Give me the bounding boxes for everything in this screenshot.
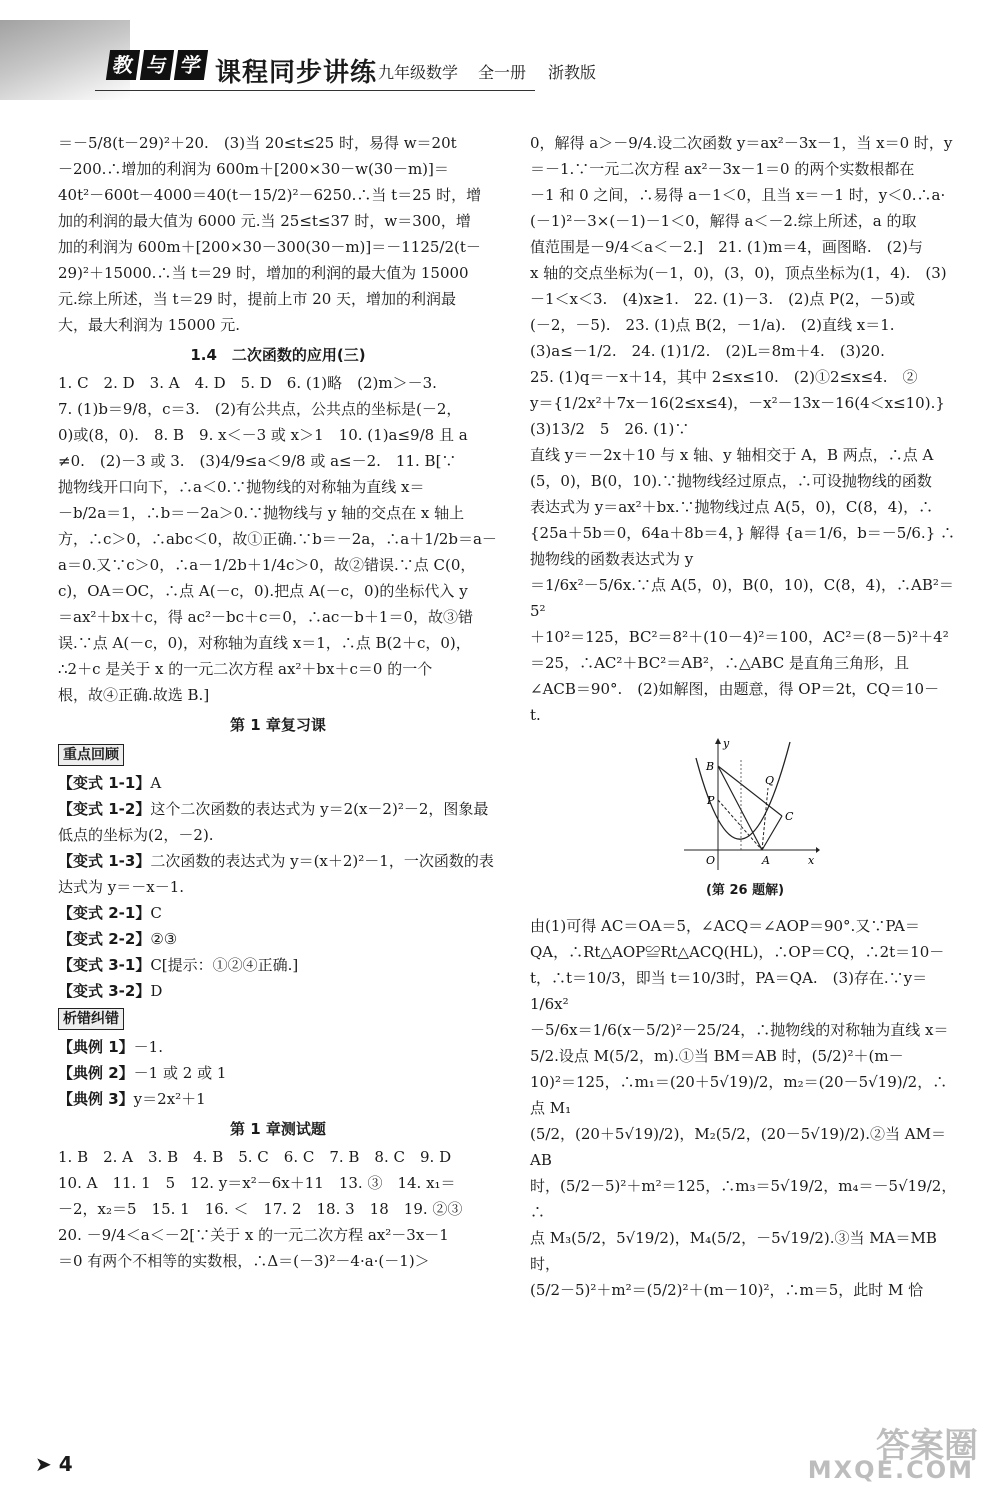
text-line: 值范围是－9/4＜a＜－2.] 21. (1)m＝4，画图略. (2)与 [530,238,923,256]
example-label: 【典例 2】 [58,1064,134,1082]
example-label: 【典例 3】 [58,1090,134,1108]
answer-block-1-4 [58,370,498,708]
text-line: ＋10²＝125，BC²＝8²＋(10－4)²＝100，AC²＝(8－5)²＋4² [530,628,949,646]
text-line: (5/2，(20＋5√19)/2)，M₂(5/2，(20－5√19)/2).②当 AM＝AB [530,1125,946,1169]
variant-item [58,926,498,952]
text-line: y＝{1/2x²＋7x－16(2≤x≤4)，－x²－13x－16(4＜x≤10).} (3)13/2 5 26. (1)∵ [530,394,960,438]
text-line: c)，OA＝OC，∴点 A(－c，0).把点 A(－c，0)的坐标代入 y [58,582,468,600]
right-column [530,130,960,1303]
watermark-url: MXQE.COM [807,1456,974,1484]
variant-label: 【变式 3-1】 [58,956,151,974]
variant-answer: D [150,982,163,1000]
text-line: 点 M₃(5/2，5√19/2)，M₄(5/2，－5√19/2).③当 MA＝MB 时， [530,1229,937,1273]
example-answer: －1. [133,1038,163,1056]
text-line: QA，∴Rt△AOP≌Rt△ACQ(HL)，∴OP＝CQ，∴2t＝10－ [530,943,945,961]
answer-block-right-top [530,130,960,728]
text-line: 10. A 11. 1 5 12. y＝x²－6x＋11 13. ③ 14. x₁＝ [58,1174,456,1192]
text-line: 根，故④正确.故选 B.] [58,686,210,704]
text-line: ≠0. (2)－3 或 3. (3)4/9≤a＜9/8 或 a≤－2. 11. B[∵ [58,452,457,470]
text-line: ＝－5/8(t－29)²＋20. (3)当 20≤t≤25 时，易得 w＝20t [58,134,457,152]
brand-logo [108,50,206,80]
text-line: x 轴的交点坐标为(－1，0)，(3，0)，顶点坐标为(1，4). (3) [530,264,947,282]
x-axis-arrow [816,847,820,853]
text-line: 由(1)可得 AC＝OA＝5，∠ACQ＝∠AOP＝90°.又∵PA＝ [530,917,920,935]
variant-answer: 二次函数的表达式为 y＝(x＋2)²－1，一次函数的表达式为 y＝－x－1. [58,852,494,896]
series-title: 课程同步讲练 [215,58,378,88]
parabola-diagram [680,738,820,873]
text-line: 抛物线开口向下，∴a＜0.∵抛物线的对称轴为直线 x＝ [58,478,425,496]
text-line: ＝－1.∵一元二次方程 ax²－3x－1＝0 的两个实数根都在 [530,160,915,178]
label-b: B [706,760,715,773]
watermark-logo: 答案圈 [876,1426,978,1466]
variant-answer: C[提示：①②④正确.] [150,956,299,974]
example-item [58,1060,498,1086]
text-line: 29)²＋15000.∴当 t＝29 时，增加的利润的最大值为 15000 [58,264,469,282]
header-rule [95,90,535,91]
label-c: C [785,810,794,823]
line-ca [762,816,782,850]
logo-char-1: 教 [106,50,140,80]
example-item [58,1086,498,1112]
text-line: (3)a≤－1/2. 24. (1)1/2. (2)L＝8m＋4. (3)20. [530,342,885,360]
variant-item [58,952,498,978]
grade-label: 九年级数学 [378,63,459,82]
page-header [0,0,1000,100]
text-line: 方，∴c＞0，∴abc＜0，故①正确.∵b＝－2a，∴a＋1/2b＝a－ [58,530,497,548]
variant-item [58,978,498,1004]
text-line: 直线 y＝－2x＋10 与 x 轴、y 轴相交于 A，B 两点，∴点 A [530,446,934,464]
example-item [58,1034,498,1060]
text-line: 表达式为 y＝ax²＋bx.∵抛物线过点 A(5，0)，C(8，4)，∴ [530,498,934,516]
y-axis-arrow [715,738,721,744]
label-x: x [808,854,815,867]
answer-block-top [58,130,498,338]
text-line: －1 和 0 之间，∴易得 a－1＜0，且当 x＝－1 时，y＜0.∴a· [530,186,946,204]
tag-error-correction: 析错纠错 [58,1008,124,1030]
text-line: －200.∴增加的利润为 600m＋[200×30－w(30－m)]＝ [58,160,449,178]
text-line: 5/2.设点 M(5/2，m).①当 BM＝AB 时，(5/2)²＋(m－ [530,1047,904,1065]
variant-label: 【变式 3-2】 [58,982,151,1000]
text-line: －1＜x＜3. (4)x≥1. 22. (1)－3. (2)点 P(2，－5)或 [530,290,915,308]
variant-label: 【变式 2-1】 [58,904,151,922]
variant-answer: 这个二次函数的表达式为 y＝2(x－2)²－2，图象最低点的坐标为(2，－2). [58,800,489,844]
edition-label: 浙教版 [548,63,597,82]
variant-label: 【变式 1-1】 [58,774,151,792]
text-line: －2，x₂＝5 15. 1 16. ＜ 17. 2 18. 3 18 19. ②③ [58,1200,463,1218]
text-line: ＝0 有两个不相等的实数根，∴Δ＝(－3)²－4·a·(－1)＞ [58,1252,430,1270]
variant-item [58,796,498,848]
left-column [58,130,498,1274]
text-line: 加的利润为 600m＋[200×30－300(30－m)]＝－1125/2(t－ [58,238,481,256]
text-line: (－1)²－3×(－1)－1＜0，解得 a＜－2.综上所述，a 的取 [530,212,917,230]
variant-item [58,848,498,900]
variant-answer: C [150,904,162,922]
figure-26 [530,738,960,913]
text-line: 误.∵点 A(－c，0)，对称轴为直线 x＝1，∴点 B(2＋c，0)， [58,634,471,652]
variant-label: 【变式 1-3】 [58,852,151,870]
answer-block-right-bottom [530,913,960,1303]
label-o: O [706,854,716,867]
text-line: 元.综上所述，当 t＝29 时，提前上市 20 天，增加的利润最 [58,290,457,308]
section-title-review: 第 1 章复习课 [230,716,326,734]
page-number: ➤ 4 [35,1452,73,1476]
text-line: 1. B 2. A 3. B 4. B 5. C 6. C 7. B 8. C 9. D [58,1148,452,1166]
text-line: 1. C 2. D 3. A 4. D 5. D 6. (1)略 (2)m＞－3. [58,374,437,392]
variant-list [58,770,498,1004]
example-answer: y＝2x²＋1 [133,1090,206,1108]
text-line: 20. －9/4＜a＜－2[∵关于 x 的一元二次方程 ax²－3x－1 [58,1226,449,1244]
example-list [58,1034,498,1112]
text-line: ＝25，∴AC²＋BC²＝AB²，∴△ABC 是直角三角形，且 [530,654,909,672]
variant-answer: A [150,774,162,792]
label-y: y [723,738,730,750]
tag-key-review: 重点回顾 [58,744,124,766]
text-line: 7. (1)b＝9/8，c＝3. (2)有公共点，公共点的坐标是(－2， [58,400,462,418]
text-line: a＝0.又∵c＞0，∴a－1/2b＋1/4c＞0，故②错误.∵点 C(0， [58,556,476,574]
answer-block-test [58,1144,498,1274]
text-line: 0)或(8，0). 8. B 9. x＜－3 或 x＞1 10. (1)a≤9/8 且 a [58,426,468,444]
text-line: (－2，－5). 23. (1)点 B(2，－1/a). (2)直线 x＝1. [530,316,895,334]
text-line: t，∴t＝10/3，即当 t＝10/3时，PA＝QA. (3)存在.∵y＝1/6x² [530,969,928,1013]
text-line: 时，(5/2－5)²＋m²＝125，∴m₃＝5√19/2，m₄＝－5√19/2，∴ [530,1177,957,1221]
text-line: 0，解得 a＞－9/4.设二次函数 y＝ax²－3x－1，当 x＝0 时，y [530,134,953,152]
text-line: ＝ax²＋bx＋c，得 ac²－bc＋c＝0，∴ac－b＋1＝0，故③错 [58,608,473,626]
volume-label: 全一册 [478,63,527,82]
page-number-value: 4 [58,1452,73,1476]
label-q: Q [765,774,775,787]
variant-label: 【变式 1-2】 [58,800,151,818]
text-line: －b/2a＝1，∴b＝－2a＞0.∵抛物线与 y 轴的交点在 x 轴上 [58,504,465,522]
logo-char-3: 学 [174,50,208,80]
text-line: 25. (1)q＝－x＋14，其中 2≤x≤10. (2)①2≤x≤4. ② [530,368,918,386]
text-line: ∴2＋c 是关于 x 的一元二次方程 ax²＋bx＋c＝0 的一个 [58,660,433,678]
section-title-1-4: 1.4 二次函数的应用(三) [190,346,366,364]
text-line: 40t²－600t－4000＝40(t－15/2)²－6250.∴当 t＝25 时，增 [58,186,482,204]
parabola-curve [696,742,790,839]
text-line: －5/6x＝1/6(x－5/2)²－25/24，∴抛物线的对称轴为直线 x＝ [530,1021,949,1039]
variant-answer: ②③ [150,930,178,948]
logo-char-2: 与 [140,50,174,80]
example-label: 【典例 1】 [58,1038,134,1056]
variant-item [58,900,498,926]
text-line: 10)²＝125，∴m₁＝(20＋5√19)/2，m₂＝(20－5√19)/2，∴点 M₁ [530,1073,948,1117]
text-line: ∠ACB＝90°. (2)如解图，由题意，得 OP＝2t，CQ＝10－ [530,680,940,698]
figure-caption: (第 26 题解) [705,883,785,898]
label-a: A [762,854,770,867]
variant-label: 【变式 2-2】 [58,930,151,948]
variant-item [58,770,498,796]
label-p: P [707,794,715,807]
example-answer: －1 或 2 或 1 [133,1064,227,1082]
section-title-test: 第 1 章测试题 [230,1120,326,1138]
text-line: t. [530,706,541,724]
text-line: (5，0)，B(0，10).∵抛物线经过原点，∴可设抛物线的函数 [530,472,932,490]
text-line: 大，最大利润为 15000 元. [58,316,241,334]
text-line: {25a＋5b＝0，64a＋8b＝4，} 解得 {a＝1/6，b＝－5/6.} ∴抛物线的函数表达式为 y [530,524,956,568]
text-line: 加的利润的最大值为 6000 元.当 25≤t≤37 时，w＝300，增 [58,212,471,230]
text-line: (5/2－5)²＋m²＝(5/2)²＋(m－10)²，∴m＝5，此时 M 恰 [530,1281,924,1299]
text-line: ＝1/6x²－5/6x.∵点 A(5，0)，B(0，10)，C(8，4)，∴AB²＝5² [530,576,954,620]
